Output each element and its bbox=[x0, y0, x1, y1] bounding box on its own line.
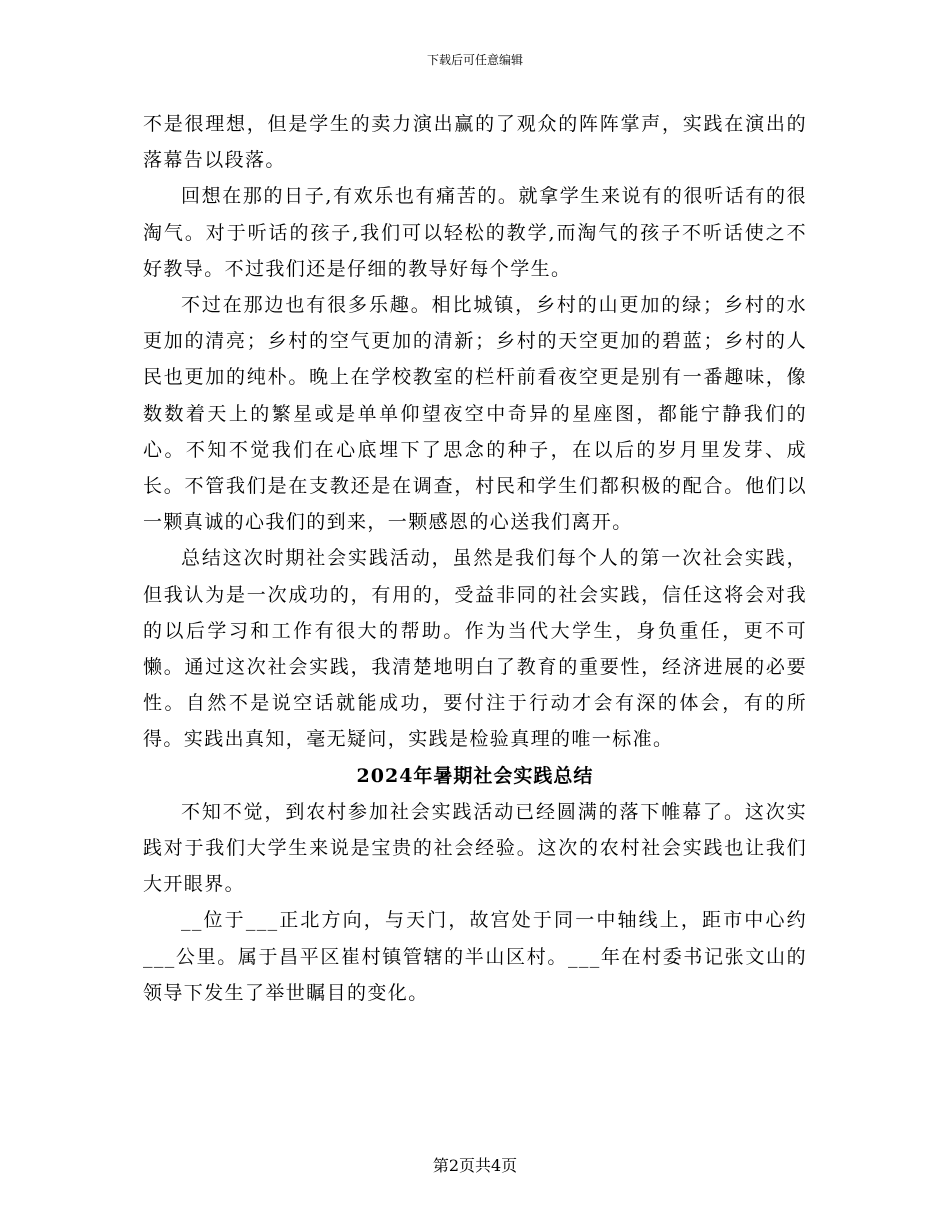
page-number: 第2页共4页 bbox=[432, 1156, 518, 1175]
page-header-note: 下载后可任意编辑 bbox=[426, 53, 523, 67]
section-title: 2024年暑期社会实践总结 bbox=[356, 764, 594, 787]
paragraph-village-joys: 不过在那边也有很多乐趣。相比城镇，乡村的山更加的绿；乡村的水更加的清亮；乡村的空气更加的清新；乡村的天空更加的碧蓝；乡村的人民也更加的纯朴。晚上在学校教室的栏杆前看夜空更是别有一番趣味，像数数着天上的繁星或是单单仰望夜空中奇异的星座图，都能宁静我们的心。不知不觉我们在心底埋下了思念的种子，在以后的岁月里发芽、成长。不管我们是在支教还是在调查，村民和学生们都积极的配合。他们以一颗真诚的心我们的到来，一颗感恩的心送我们离开。 bbox=[143, 294, 807, 534]
document-body bbox=[143, 106, 807, 1011]
paragraph-intro: 不知不觉，到农村参加社会实践活动已经圆满的落下帷幕了。这次实践对于我们大学生来说是宝贵的社会经验。这次的农村社会实践也让我们大开眼界。 bbox=[143, 800, 807, 896]
paragraph-location: __位于___正北方向，与天门，故宫处于同一中轴线上，距市中心约___公里。属于昌平区崔村镇管辖的半山区村。___年在村委书记张文山的领导下发生了举世瞩目的变化。 bbox=[143, 909, 807, 1004]
paragraph-continued: 不是很理想，但是学生的卖力演出赢的了观众的阵阵掌声，实践在演出的落幕告以段落。 bbox=[143, 113, 807, 172]
paragraph-memories: 回想在那的日子,有欢乐也有痛苦的。就拿学生来说有的很听话有的很淘气。对于听话的孩子,我们可以轻松的教学,而淘气的孩子不听话使之不好教导。不过我们还是仔细的教导好每个学生。 bbox=[143, 185, 807, 280]
paragraph-summary: 总结这次时期社会实践活动，虽然是我们每个人的第一次社会实践，但我认为是一次成功的，有用的，受益非同的社会实践，信任这将会对我的以后学习和工作有很大的帮助。作为当代大学生，身负重任，更不可懒。通过这次社会实践，我清楚地明白了教育的重要性，经济进展的必要性。自然不是说空话就能成功，要付注于行动才会有深的体会，有的所得。实践出真知，毫无疑问，实践是检验真理的唯一标准。 bbox=[143, 547, 807, 751]
